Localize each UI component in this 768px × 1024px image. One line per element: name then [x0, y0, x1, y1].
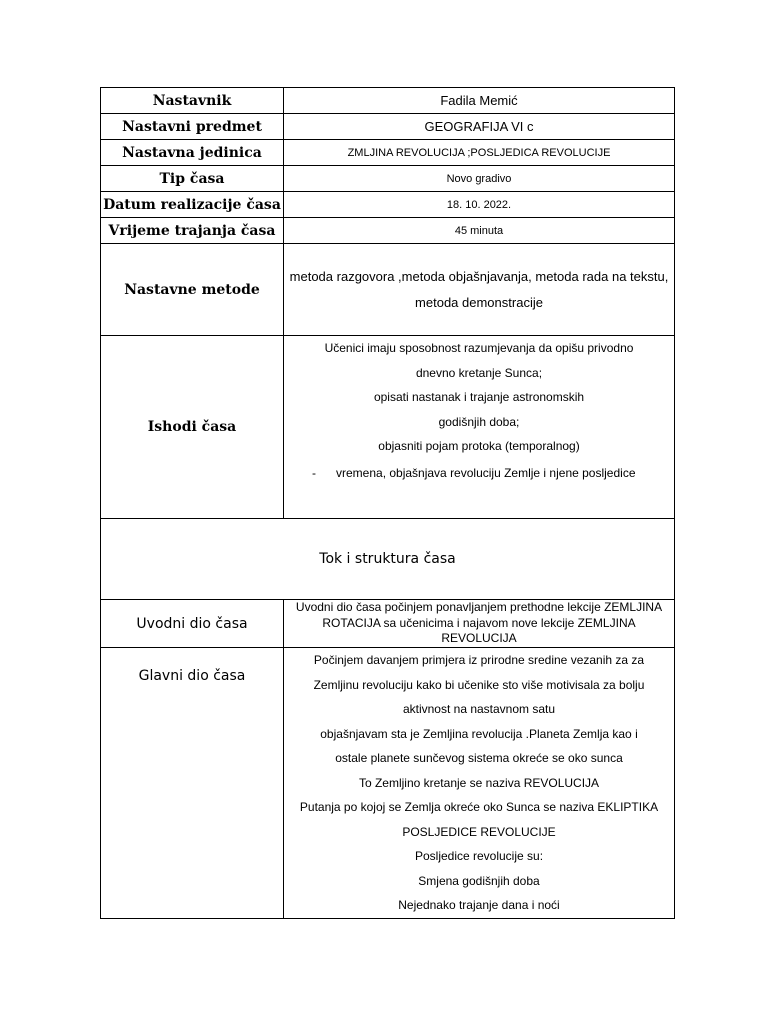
outcome-line: opisati nastanak i trajanje astronomskih: [373, 390, 585, 404]
row-value-unit: ZMLJINA REVOLUCIJA ;POSLJEDICA REVOLUCIJE: [284, 140, 675, 166]
row-label-subject: Nastavni predmet: [101, 114, 284, 140]
main-cell: [284, 648, 675, 919]
table-row: [101, 519, 675, 600]
main-line: POSLJEDICE REVOLUCIJE: [402, 824, 556, 839]
table-row: [101, 88, 675, 114]
methods-label: Nastavne metode: [101, 244, 284, 336]
table-row: [101, 336, 675, 519]
table-row: [101, 140, 675, 166]
row-value-date: 18. 10. 2022.: [284, 192, 675, 218]
main-line: To Zemljino kretanje se naziva REVOLUCIJA: [358, 775, 600, 790]
row-value-teacher: Fadila Memić: [284, 88, 675, 114]
structure-heading: Tok i struktura časa: [101, 519, 675, 600]
table-row: [101, 648, 675, 919]
main-line: Smjena godišnjih doba: [418, 873, 540, 888]
row-value-duration: 45 minuta: [284, 218, 675, 244]
lesson-plan-table: [100, 87, 675, 919]
outcome-line: objasniti pojam protoka (temporalnog): [378, 439, 580, 453]
table-row: [101, 192, 675, 218]
outcomes-label: Ishodi časa: [101, 336, 284, 519]
table-row: [101, 244, 675, 336]
table-row: [101, 166, 675, 192]
main-line: Posljedice revolucije su:: [414, 849, 544, 863]
intro-label: Uvodni dio časa: [101, 600, 284, 648]
outcome-line: godišnjih doba;: [438, 414, 520, 429]
main-line: Počinjem davanjem primjera iz prirodne sredine vezanih za za: [313, 653, 645, 667]
row-label-date: Datum realizacije časa: [101, 192, 284, 218]
row-label-duration: Vrijeme trajanja časa: [101, 218, 284, 244]
table-row: [101, 600, 675, 648]
main-line: Nejednako trajanje dana i noći: [398, 898, 560, 912]
main-line: Zemljinu revoluciju kako bi učenike sto više motivisala za bolju: [313, 677, 645, 692]
bullet-dash: -: [312, 465, 316, 480]
main-line: Putanja po kojoj se Zemlja okreće oko Sunca se naziva EKLIPTIKA: [299, 800, 659, 814]
row-value-subject: GEOGRAFIJA VI c: [284, 114, 675, 140]
outcome-bullet-text: vremena, objašnjava revoluciju Zemlje i njene posljedice: [336, 465, 636, 480]
intro-value: Uvodni dio časa počinjem ponavljanjem prethodne lekcije ZEMLJINA ROTACIJA sa učenicima i najavom nove lekcije ZEMLJINA REVOLUCIJA: [284, 600, 675, 648]
main-line: ostale planete sunčevog sistema okreće se oko sunca: [335, 751, 623, 765]
outcome-line: Učenici imaju sposobnost razumjevanja da opišu privodno: [324, 341, 634, 355]
outcome-bullet: [284, 461, 674, 486]
row-label-teacher: Nastavnik: [101, 88, 284, 114]
table-row: [101, 114, 675, 140]
outcomes-cell: [284, 336, 675, 519]
table-row: [101, 218, 675, 244]
outcome-line: dnevno kretanje Sunca;: [415, 365, 543, 380]
main-line: objašnjavam sta je Zemljina revolucija .Planeta Zemlja kao i: [320, 726, 638, 741]
main-label: Glavni dio časa: [101, 648, 284, 919]
row-value-lesson-type: Novo gradivo: [284, 166, 675, 192]
row-label-unit: Nastavna jedinica: [101, 140, 284, 166]
main-line: aktivnost na nastavnom satu: [402, 702, 556, 716]
methods-value: metoda razgovora ,metoda objašnjavanja, metoda rada na tekstu, metoda demonstracije: [284, 244, 675, 336]
row-label-lesson-type: Tip časa: [101, 166, 284, 192]
